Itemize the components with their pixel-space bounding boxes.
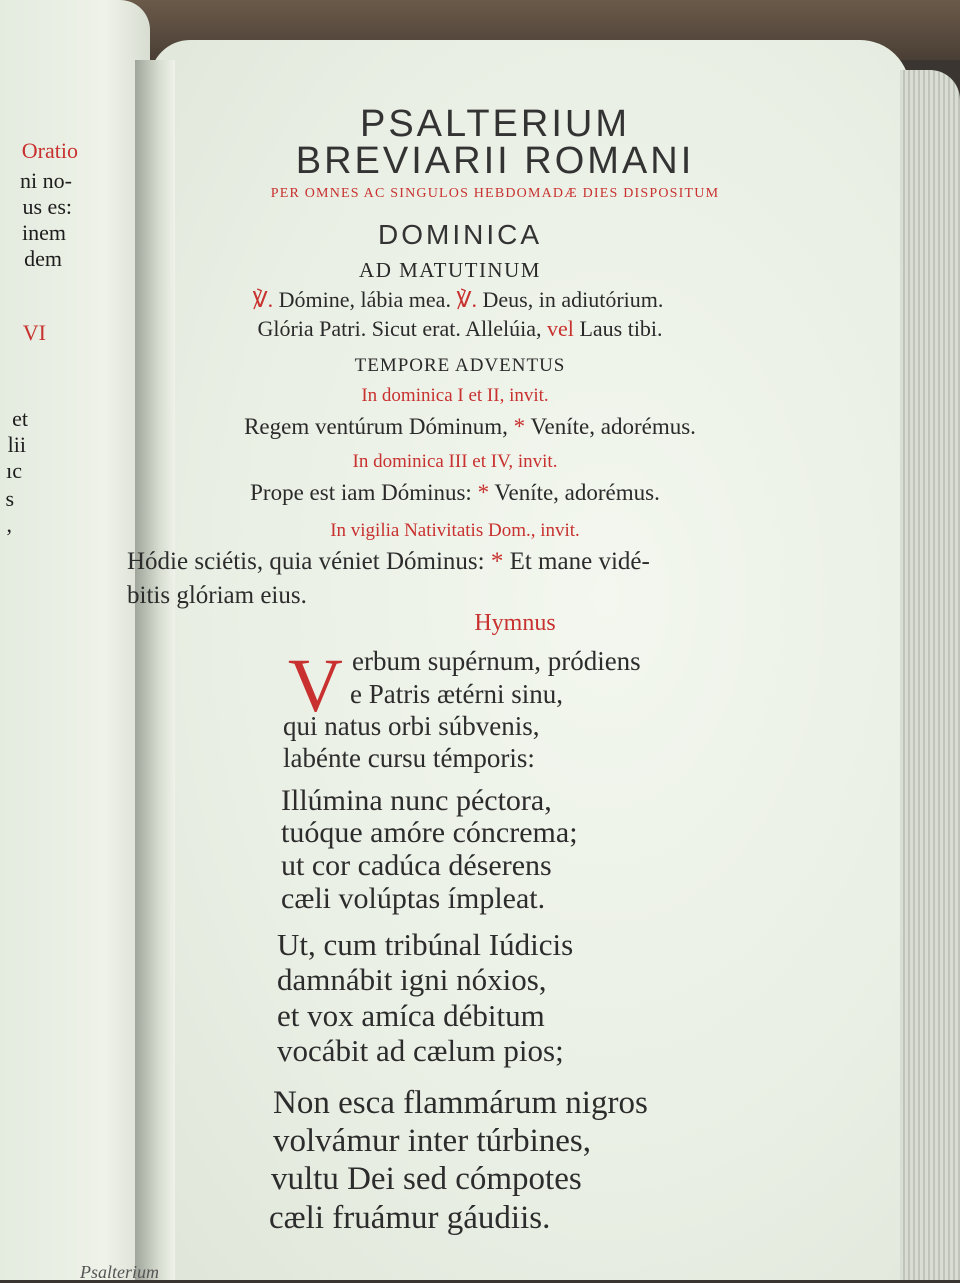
invitatory-1-text: Regem ventúrum Dóminum, [244, 414, 508, 439]
invitatory-3 [127, 548, 650, 576]
hymn-line: vultu Dei sed cómpotes [271, 1161, 582, 1197]
title-line-1: PSALTERIUM [359, 103, 630, 145]
left-line: inem [22, 220, 66, 245]
invitatory-1 [0, 414, 950, 440]
invitatory-1-response: Veníte, adorémus. [530, 414, 696, 439]
left-line: dem [24, 246, 62, 271]
day-heading: DOMINICA [378, 219, 542, 250]
gloria-line [0, 316, 940, 345]
hymn-line: Illúmina nunc péctora, [281, 784, 552, 817]
left-line: ni no- [20, 168, 72, 193]
asterisk: * [490, 548, 504, 575]
left-line: ıc [6, 458, 22, 483]
hymn-heading: Hymnus [474, 610, 556, 636]
hymn-line: tuóque amóre cóncrema; [281, 816, 578, 849]
subtitle: PER OMNES AC SINGULOS HEBDOMADÆ DIES DISPOSITUM [270, 186, 720, 201]
hour-heading: AD MATUTINUM [359, 258, 541, 282]
hymn-line: vocábit ad cælum pios; [277, 1033, 564, 1068]
invitatory-3-cont: bitis glóriam eius. [127, 582, 307, 609]
rubric-1: In dominica I et II, invit. [361, 385, 549, 406]
invitatory-3-response: Et mane vidé- [509, 548, 650, 575]
vel-rubric: vel [547, 316, 574, 341]
versicle-2: Deus, in adiutórium. [482, 287, 664, 312]
hymn-line: erbum supérnum, pródiens [352, 646, 641, 676]
asterisk: * [513, 414, 526, 439]
versicle-line [0, 287, 938, 313]
drop-cap: V [288, 644, 343, 728]
hymn-line: volvámur inter túrbines, [273, 1123, 592, 1159]
versicle-mark: ℣. [456, 287, 478, 312]
gloria-text: Glória Patri. Sicut erat. Allelúia, [257, 316, 542, 341]
title-line-2: BREVIARII ROMANI [295, 140, 695, 182]
invitatory-2-response: Veníte, adorémus. [494, 480, 660, 505]
versicle-1: Dómine, lábia mea. [278, 287, 451, 312]
hymn-line: qui natus orbi súbvenis, [283, 711, 540, 741]
left-line: lii [7, 432, 26, 457]
hymn-line: ut cor cadúca déserens [281, 849, 552, 882]
left-line: Oratio [21, 138, 78, 163]
hymn-line: Non esca flammárum nigros [273, 1085, 648, 1121]
left-line: us es: [22, 194, 72, 219]
hymn-line: Ut, cum tribúnal Iúdicis [277, 927, 574, 962]
page-edges [900, 70, 960, 1280]
hymn-line: et vox amíca débitum [277, 998, 545, 1033]
hymn-line: cæli volúptas ímpleat. [281, 882, 546, 915]
page-footer: Psalterium [80, 1262, 159, 1282]
season-heading: TEMPORE ADVENTUS [354, 355, 566, 376]
versicle-mark: ℣. [252, 287, 274, 312]
left-line: VI [22, 320, 46, 345]
laus-text: Laus tibi. [579, 316, 663, 341]
invitatory-2 [0, 480, 935, 506]
left-line: s [5, 486, 14, 511]
rubric-2: In dominica III et IV, invit. [352, 451, 558, 472]
asterisk: * [477, 480, 490, 505]
hymn-line: e Patris ætérni sinu, [350, 679, 563, 709]
left-line: et [12, 406, 28, 431]
left-line: , [6, 512, 12, 537]
invitatory-3-text: Hódie sciétis, quia véniet Dóminus: [127, 548, 485, 575]
invitatory-2-text: Prope est iam Dóminus: [250, 480, 472, 505]
hymn-line: cæli fruámur gáudiis. [269, 1200, 551, 1236]
hymn-line: damnábit igni nóxios, [277, 962, 547, 997]
hymn-line: labénte cursu témporis: [283, 743, 535, 773]
rubric-3: In vigilia Nativitatis Dom., invit. [330, 520, 580, 541]
